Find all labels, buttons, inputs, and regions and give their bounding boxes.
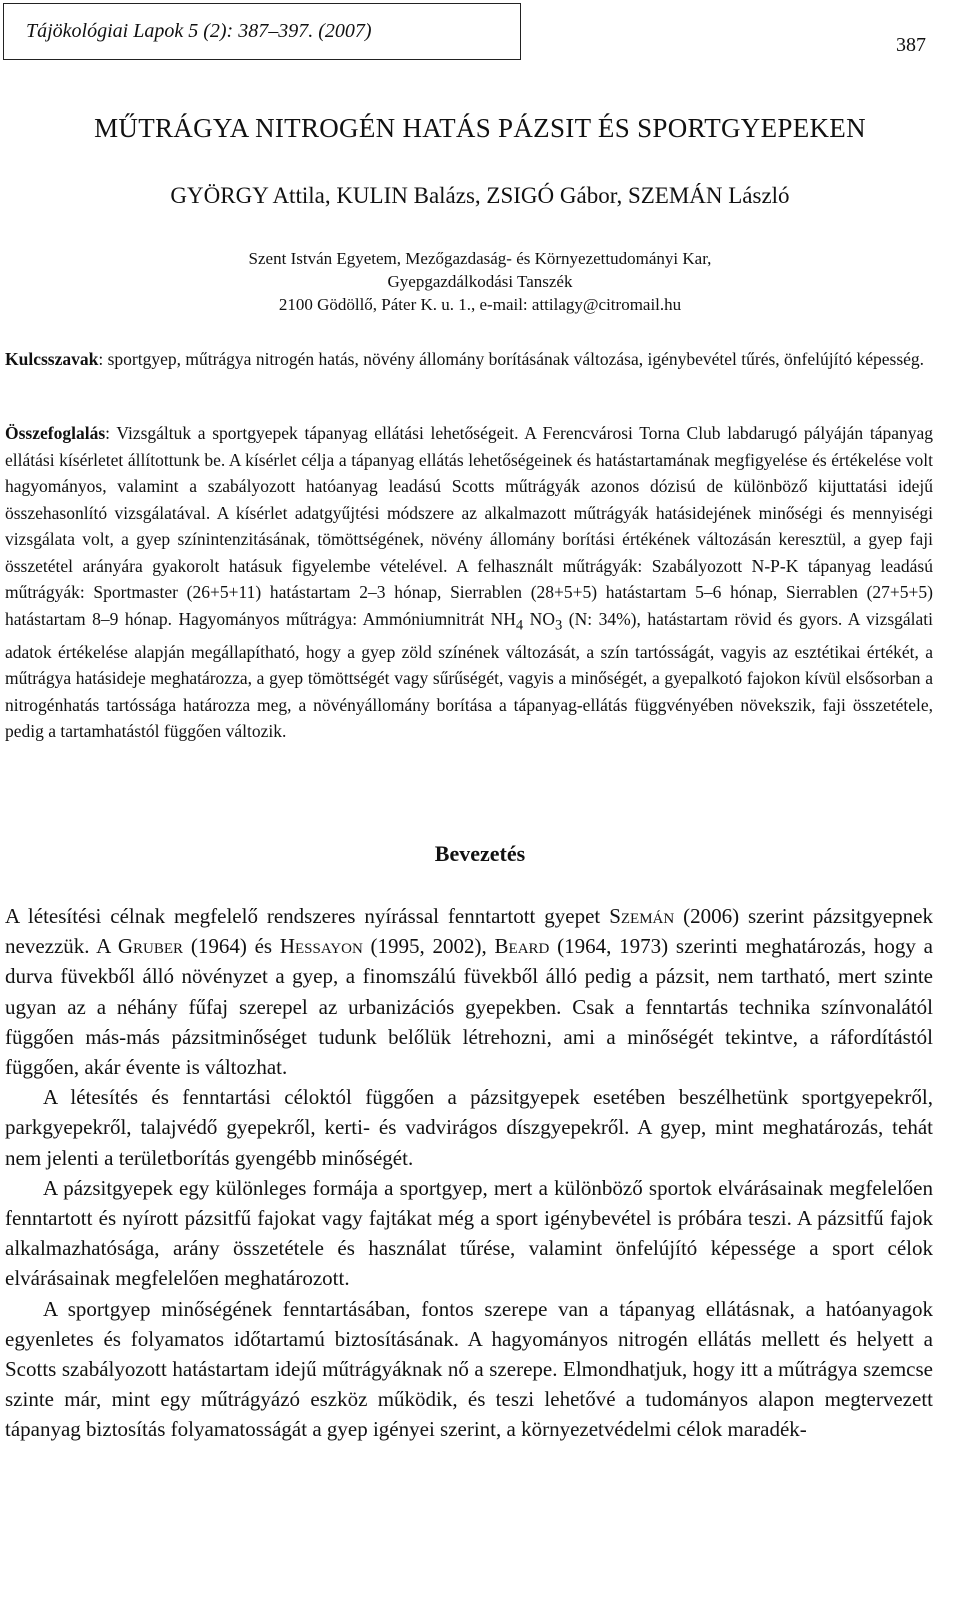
cited-author: Beard [494,934,550,959]
body-text [5,901,933,1445]
text-run: (1995, 2002), [362,934,495,959]
section-heading: Bevezetés [434,841,526,866]
summary-text: NO [523,608,555,629]
affiliation-line: Gyepgazdálkodási Tanszék [387,272,573,291]
affiliation [0,247,960,316]
paragraph: A sportgyep minőségének fenntartásában, fontos szerepe van a tápanyag ellátásnak, a hatóanyagok egyenletes és folyamatos időtartamú biztosításának. A hagyományos nitrogén ellátás mellett és helyett a Scotts szabályozott hatástartam idejű műtrágyáknak nő a szerepe. Elmondhatjuk, hogy itt a műtrágya szemcse szinte már, mint egy műtrágyázó eszköz működik, és teszi lehetővé a tudományos alapon megtervezett tápanyag biztosítás folyamatosságát a gyep igényei szerint, a környezetvédelmi célok maradék- [5,1296,933,1442]
paragraph [5,901,933,1082]
summary-text: : Vizsgáltuk a sportgyepek tápanyag ellátási lehetőségeit. A Ferencvárosi Torna Club labdarugó pályáján tápanyag ellátási kísérletet állítottunk be. A kísérlet célja a tápanyag ellátás lehetőségeinek és hatástartamának megfigyelése és értékelése volt hagyományos, valamint a szabályozott hatóanyag leadású Scotts műtrágyák azonos dózisú de különböző kijuttatási idejű összehasonlító vizsgálatával. A kísérlet adatgyűjtési módszere az alkalmazott műtrágyák hatásidejének minőségi és mennyiségi vizsgálata volt, a gyep színintenzitásának, tömöttségének, növény állomány borítási értékének változásán keresztül, a gyep faji összetétel arányára gyakorolt hatásuk figyelembe vételével. A felhasznált műtrágyák: Szabályozott N-P-K tápanyag leadású műtrágyák: Sportmaster (26+5+11) hatástartam 2–3 hónap, Sierrablen (28+5+5) hatástartam 5–6 hónap, Sierrablen (27+5+5) hatástartam 8–9 hónap. Hagyományos műtrágya: Ammóniumnitrát NH [5,423,933,629]
cited-author: Szemán [609,904,675,928]
subscript: 3 [554,617,563,633]
text-run: (2006) szerint pázsitgyepnek nevezzük. A [5,904,934,959]
text-run: (1964, 1973) szerinti meghatározás, hogy a durva füvekből álló növényzet a gyep, a finomszálú füvekből álló pedig a pázsit, nem tartható, mert szinte ugyan az a néhány fűfaj szerepel az urbanizációs gyepekben. Csak a fenntartás technika színvonalától függően más-más pázsitminőséget tudunk belőlük létrehozni, ami a minőségét tekintve, a ráfordítástól függően, akár évente is változhat. [5,934,933,1080]
paper-title: MŰTRÁGYA NITROGÉN HATÁS PÁZSIT ÉS SPORTGYEPEKEN [94,113,866,143]
cited-author: Gruber [117,934,184,959]
text-run: (1964) és [183,934,280,959]
paragraph: A létesítés és fenntartási céloktól függően a pázsitgyepek esetében beszélhetünk sportgyepekről, parkgyepekről, talajvédő gyepekről, kerti- és vadvirágos díszgyepekről. A gyep, mint meghatározás, tehát nem jelenti a területborítás gyengébb minőségét. [5,1085,933,1170]
author-list: GYÖRGY Attila, KULIN Balázs, ZSIGÓ Gábor, SZEMÁN László [170,183,790,208]
text-run: A létesítési célnak megfelelő rendszeres nyírással fenntartott gyepet [5,904,610,928]
page-number: 387 [896,34,926,56]
keywords [5,346,933,373]
affiliation-line: Szent István Egyetem, Mezőgazdaság- és Környezettudományi Kar, [248,249,712,268]
keywords-label: Kulcsszavak [5,349,99,369]
journal-citation: Tájökológiai Lapok 5 (2): 387–397. (2007) [3,3,521,60]
summary-text: (N: 34%), hatástartam rövid és gyors. A vizsgálati adatok értékelése alapján megállapítható, hogy a gyep zöld színének változását, a szín tartósságát, vagyis az esztétikai értékét, a műtrágya hatásideje meghatározza, a gyep tömöttségét vagy sűrűségét, vagyis a minőségét, a gyepalkotó fajokon kívül elsősorban a nitrogénhatás tartóssága határozza meg, a növényállomány borítása a tápanyag-ellátás függvényében növekszik, faji összetétele, pedig a tartamhatástól függően változik. [5,608,934,741]
keywords-text: : sportgyep, műtrágya nitrogén hatás, növény állomány borításának változása, igénybevétel tűrés, önfelújító képesség. [98,349,925,369]
summary [5,420,933,745]
affiliation-address: 2100 Gödöllő, Páter K. u. 1., e-mail: attilagy@citromail.hu [278,295,682,314]
cited-author: Hessayon [279,934,363,959]
subscript: 4 [515,617,524,633]
summary-label: Összefoglalás [5,423,106,443]
paragraph: A pázsitgyepek egy különleges formája a sportgyep, mert a különböző sportok elvárásainak megfelelően fenntartott és nyírott pázsitfű fajokat vagy fajtákat még a sport igénybevétel is próbára teszi. A pázsitfű fajok alkalmazhatósága, arány összetétele és használat tűrése, valamint önfelújító képessége a sport célok elvárásainak megfelelően meghatározott. [5,1175,933,1291]
